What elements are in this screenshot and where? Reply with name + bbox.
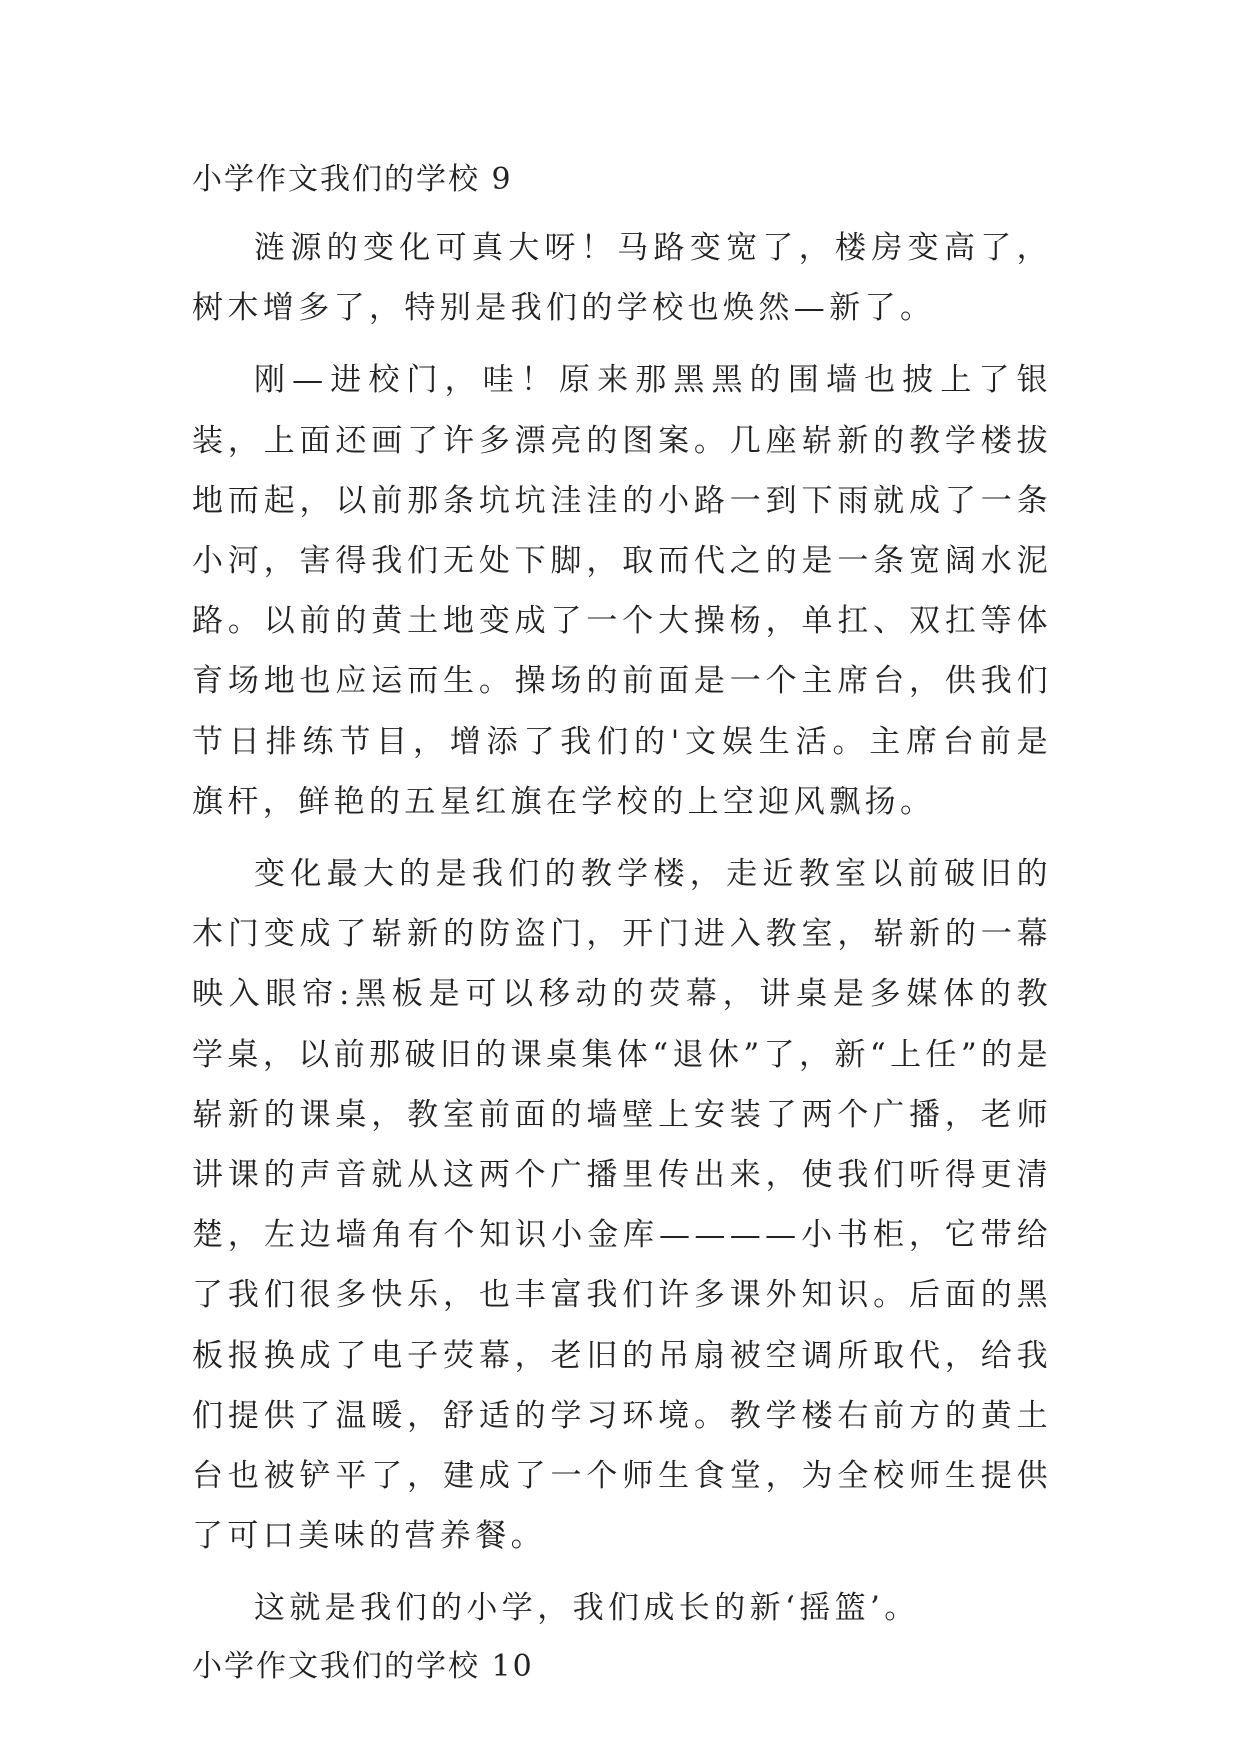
- essay-9-title: 小学作文我们的学校 9: [192, 162, 513, 197]
- document-page: [192, 160, 1052, 1687]
- essay-10-title: 小学作文我们的学校 10: [192, 1648, 534, 1684]
- paragraph-2: 刚—进校门，哇！原来那黑黑的围墙也披上了银装，上面还画了许多漂亮的图案。几座崭新的教学楼拔地而起，以前那条坑坑洼洼的小路一到下雨就成了一条小河，害得我们无处下脚，取而代之的是一条宽阔水泥路。以前的黄土地变成了一个大操杨，单扛、双扛等体育场地也应运而生。操场的前面是一个主席台，供我们节日排练节目，增添了我们的'文娱生活。主席台前是旗杆，鲜艳的五星红旗在学校的上空迎风飘扬。: [192, 362, 1052, 820]
- paragraph-3: 变化最大的是我们的教学楼，走近教室以前破旧的木门变成了崭新的防盗门，开门进入教室，崭新的一幕映入眼帘:黑板是可以移动的荧幕，讲桌是多媒体的教学桌，以前那破旧的课桌集体“退休”了，新“上任”的是崭新的课桌，教室前面的墙壁上安装了两个广播，老师讲课的声音就从这两个广播里传出来，使我们听得更清楚，左边墙角有个知识小金库————小书柜，它带给了我们很多快乐，也丰富我们许多课外知识。后面的黑板报换成了电子荧幕，老旧的吊扇被空调所取代，给我们提供了温暖，舒适的学习环境。教学楼右前方的黄土台也被铲平了，建成了一个师生食堂，为全校师生提供了可口美味的营养餐。: [192, 856, 1052, 1555]
- paragraph-1: 涟源的变化可真大呀！马路变宽了，楼房变高了，树木增多了，特别是我们的学校也焕然—新了。: [192, 230, 1052, 327]
- paragraph-4: 这就是我们的小学，我们成长的新‘摇篮’。: [254, 1590, 920, 1627]
